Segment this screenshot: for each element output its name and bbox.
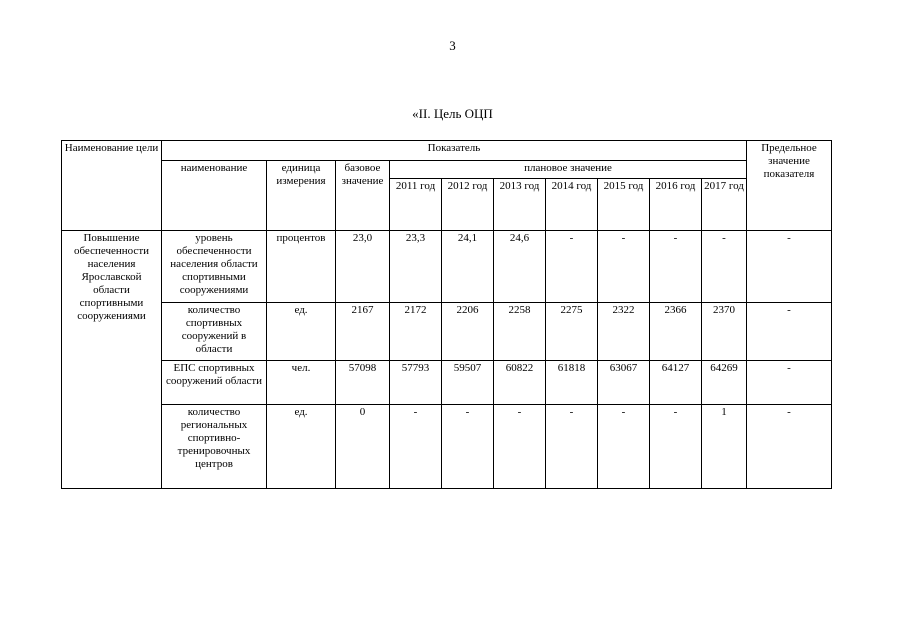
header-year: 2017 год	[702, 179, 747, 231]
indicator-value: -	[650, 231, 702, 303]
header-planned-value: плановое значение	[390, 161, 747, 179]
section-title: «II. Цель ОЦП	[412, 106, 493, 121]
goal-name: Повышение обеспеченности населения Ярославской области спортивными сооружениями	[62, 231, 162, 489]
header-row-2	[62, 161, 832, 179]
indicator-unit: чел.	[267, 361, 336, 405]
indicator-value: 2370	[702, 303, 747, 361]
header-year: 2011 год	[390, 179, 442, 231]
indicator-value: 1	[702, 405, 747, 489]
indicator-value: 63067	[598, 361, 650, 405]
table-row	[62, 303, 832, 361]
indicator-value: 61818	[546, 361, 598, 405]
indicator-value: -	[650, 405, 702, 489]
indicator-value: -	[598, 405, 650, 489]
indicator-name: уровень обеспеченности населения области спортивными сооружениями	[162, 231, 267, 303]
indicator-value: 23,3	[390, 231, 442, 303]
indicator-name: ЕПС спортивных сооружений области	[162, 361, 267, 405]
header-indicator: Показатель	[162, 141, 747, 161]
indicator-limit: -	[747, 231, 832, 303]
header-name: наименование	[162, 161, 267, 231]
table-row	[62, 405, 832, 489]
indicator-value: 2172	[390, 303, 442, 361]
indicator-value: -	[494, 405, 546, 489]
indicator-name: количество региональных спортивно-тренировочных центров	[162, 405, 267, 489]
indicator-value: 2258	[494, 303, 546, 361]
indicator-limit: -	[747, 405, 832, 489]
header-year: 2013 год	[494, 179, 546, 231]
indicator-value: -	[546, 231, 598, 303]
indicator-base: 2167	[336, 303, 390, 361]
indicator-base: 23,0	[336, 231, 390, 303]
indicator-value: -	[390, 405, 442, 489]
indicator-unit: ед.	[267, 303, 336, 361]
indicator-value: 24,1	[442, 231, 494, 303]
header-year: 2012 год	[442, 179, 494, 231]
indicator-limit: -	[747, 361, 832, 405]
indicator-value: 2206	[442, 303, 494, 361]
indicator-limit: -	[747, 303, 832, 361]
indicator-base: 0	[336, 405, 390, 489]
indicator-value: -	[442, 405, 494, 489]
indicator-base: 57098	[336, 361, 390, 405]
indicator-value: 2275	[546, 303, 598, 361]
indicator-value: 2366	[650, 303, 702, 361]
table-row	[62, 361, 832, 405]
indicator-value: 64269	[702, 361, 747, 405]
header-row-1	[62, 141, 832, 161]
header-base-value: базовое значение	[336, 161, 390, 231]
indicator-value: 64127	[650, 361, 702, 405]
header-year: 2016 год	[650, 179, 702, 231]
indicator-value: -	[546, 405, 598, 489]
header-year: 2015 год	[598, 179, 650, 231]
table-row	[62, 231, 832, 303]
indicator-unit: ед.	[267, 405, 336, 489]
header-limit-value: Предельное значение показателя	[747, 141, 832, 231]
header-year: 2014 год	[546, 179, 598, 231]
indicator-value: -	[702, 231, 747, 303]
page-number: 3	[449, 38, 456, 53]
indicator-name: количество спортивных сооружений в области	[162, 303, 267, 361]
indicator-value: 57793	[390, 361, 442, 405]
indicator-unit: процентов	[267, 231, 336, 303]
indicator-value: -	[598, 231, 650, 303]
header-goal-name: Наименование цели	[62, 141, 162, 231]
indicator-value: 59507	[442, 361, 494, 405]
indicator-value: 24,6	[494, 231, 546, 303]
indicator-value: 2322	[598, 303, 650, 361]
indicator-value: 60822	[494, 361, 546, 405]
header-unit: единица измерения	[267, 161, 336, 231]
goal-table	[61, 140, 832, 489]
